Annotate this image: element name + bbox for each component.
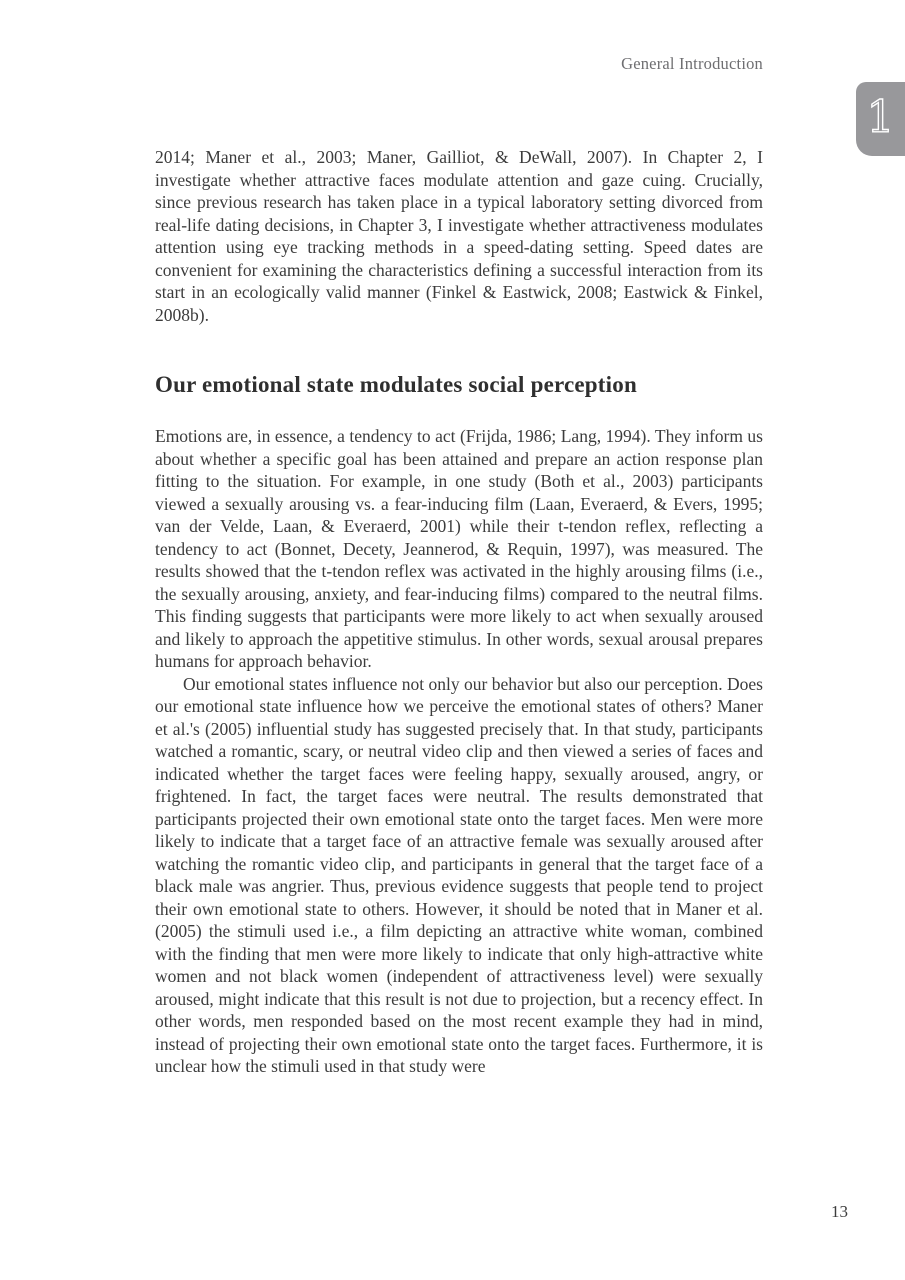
page-number: 13 bbox=[831, 1202, 848, 1221]
paragraph-emotions: Emotions are, in essence, a tendency to act (Frijda, 1986; Lang, 1994). They inform us about whether a specific goal has been attained and prepare an action response plan fitting to the situation. For example, in one study (Both et al., 2003) participants viewed a sexually arousing vs. a fear-inducing film (Laan, Everaerd, & Evers, 1995; van der Velde, Laan, & Everaerd, 2001) while their t-tendon reflex, reflecting a tendency to act (Bonnet, Decety, Jeannerod, & Requin, 1997), was measured. The results showed that the t-tendon reflex was activated in the highly arousing films (i.e., the sexually arousing, anxiety, and fear-inducing films) compared to the neutral films. This finding suggests that participants were more likely to act when sexually aroused and likely to approach the appetitive stimulus. In other words, sexual arousal prepares humans for approach behavior. bbox=[155, 426, 763, 671]
paragraph-continuation: 2014; Maner et al., 2003; Maner, Gailliot, & DeWall, 2007). In Chapter 2, I investigate whether attractive faces modulate attention and gaze cuing. Crucially, since previous research has taken place in a typical laboratory setting divorced from real-life dating decisions, in Chapter 3, I investigate whether attractiveness modulates attention using eye tracking methods in a speed-dating setting. Speed dates are convenient for examining the characteristics defining a successful interaction from its start in an ecologically valid manner (Finkel & Eastwick, 2008; Eastwick & Finkel, 2008b). bbox=[155, 147, 763, 325]
paragraph-emotional-states: Our emotional states influence not only our behavior but also our perception. Does our emotional state influence how we perceive the emotional states of others? Maner et al.'s (2005) influential study has suggested precisely that. In that study, participants watched a romantic, scary, or neutral video clip and then viewed a series of faces and indicated whether the target faces were feeling happy, sexually aroused, angry, or frightened. In fact, the target faces were neutral. The results demonstrated that participants projected their own emotional state onto the target faces. Men were more likely to indicate that a target face of an attractive female was sexually aroused after watching the romantic video clip, and participants in general that the target face of a black male was angrier. Thus, previous evidence suggests that people tend to project their own emotional state to others. However, it should be noted that in Maner et al. (2005) the stimuli used i.e., a film depicting an attractive white woman, combined with the finding that men were more likely to indicate that only high-attractive white women and not black women (independent of attractiveness level) were sexually aroused, might indicate that this result is not due to projection, but a recency effect. In other words, men responded based on the most recent example they had in mind, instead of projecting their own emotional state onto the target faces. Furthermore, it is unclear how the stimuli used in that study were bbox=[155, 673, 763, 1076]
running-header: General Introduction bbox=[621, 54, 763, 73]
chapter-number: 1 bbox=[866, 92, 895, 143]
section-heading: Our emotional state modulates social perception bbox=[155, 372, 637, 397]
chapter-tab bbox=[856, 82, 905, 156]
text-column bbox=[155, 146, 763, 1078]
